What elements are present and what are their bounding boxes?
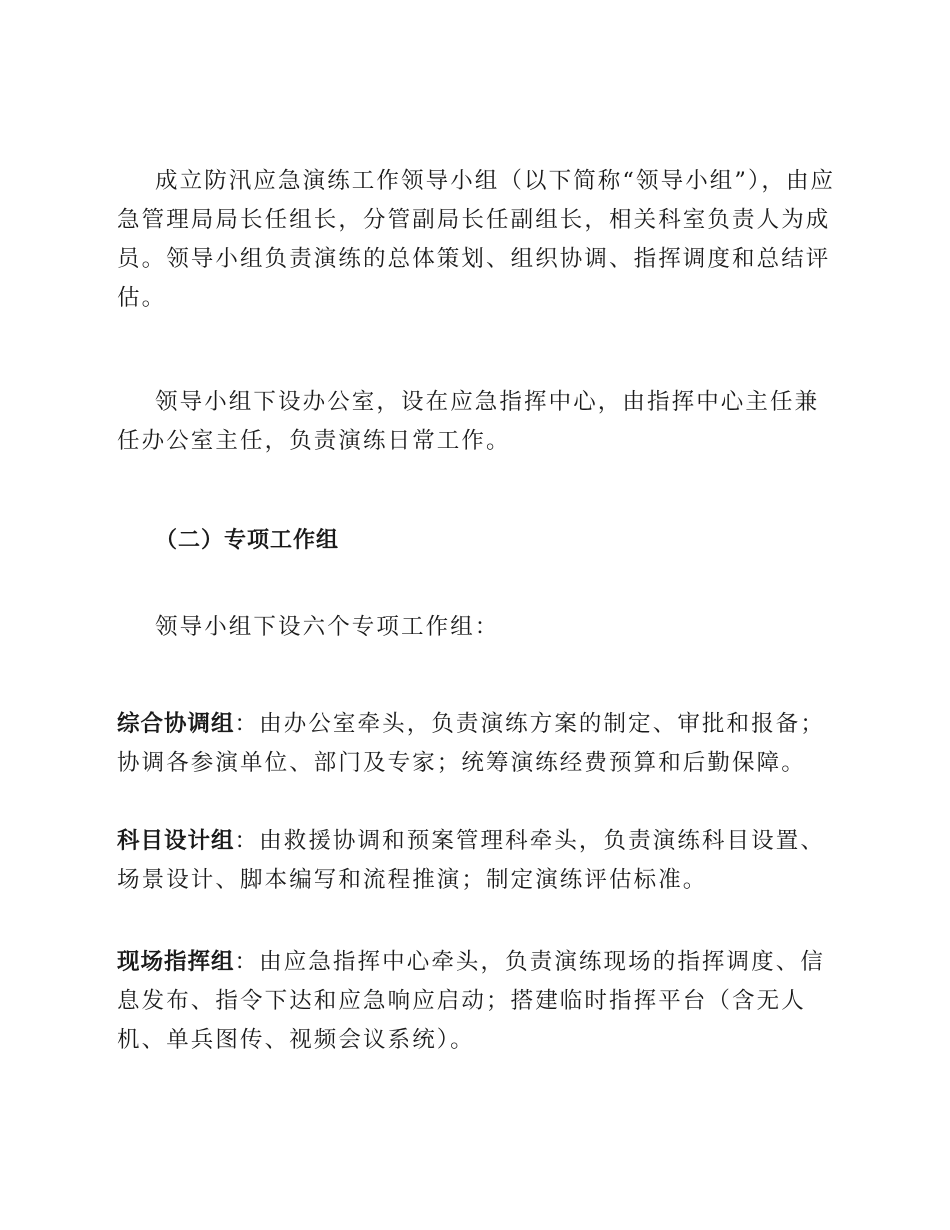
section-heading-special-groups: （二）专项工作组 [155, 527, 340, 553]
group-label: 综合协调组 [117, 711, 235, 737]
paragraph-special-groups-intro: 领导小组下设六个专项工作组： [155, 614, 500, 640]
paragraph-office: 领导小组下设办公室，设在应急指挥中心，由指挥中心主任兼任办公室主任，负责演练日常工作。 [117, 389, 820, 454]
group-description: ：由办公室牵头，负责演练方案的制定、审批和报备；协调各参演单位、部门及专家；统筹演练经费预算和后勤保障。 [117, 711, 825, 776]
group-item-field-command [117, 943, 837, 1060]
group-label: 现场指挥组 [117, 949, 235, 975]
group-description: ：由救援协调和预案管理科牵头，负责演练科目设置、场景设计、脚本编写和流程推演；制定演练评估标准。 [117, 828, 825, 893]
paragraph-leading-group: 成立防汛应急演练工作领导小组（以下简称“领导小组”），由应急管理局局长任组长，分管副局长任副组长，相关科室负责人为成员。领导小组负责演练的总体策划、组织协调、指挥调度和总结评估。 [117, 168, 836, 311]
group-description: ：由应急指挥中心牵头，负责演练现场的指挥调度、信息发布、指令下达和应急响应启动；搭建临时指挥平台（含无人机、单兵图传、视频会议系统）。 [117, 949, 825, 1053]
group-label: 科目设计组 [117, 828, 235, 854]
group-item-coordination [117, 705, 837, 783]
group-item-subject-design [117, 822, 837, 900]
